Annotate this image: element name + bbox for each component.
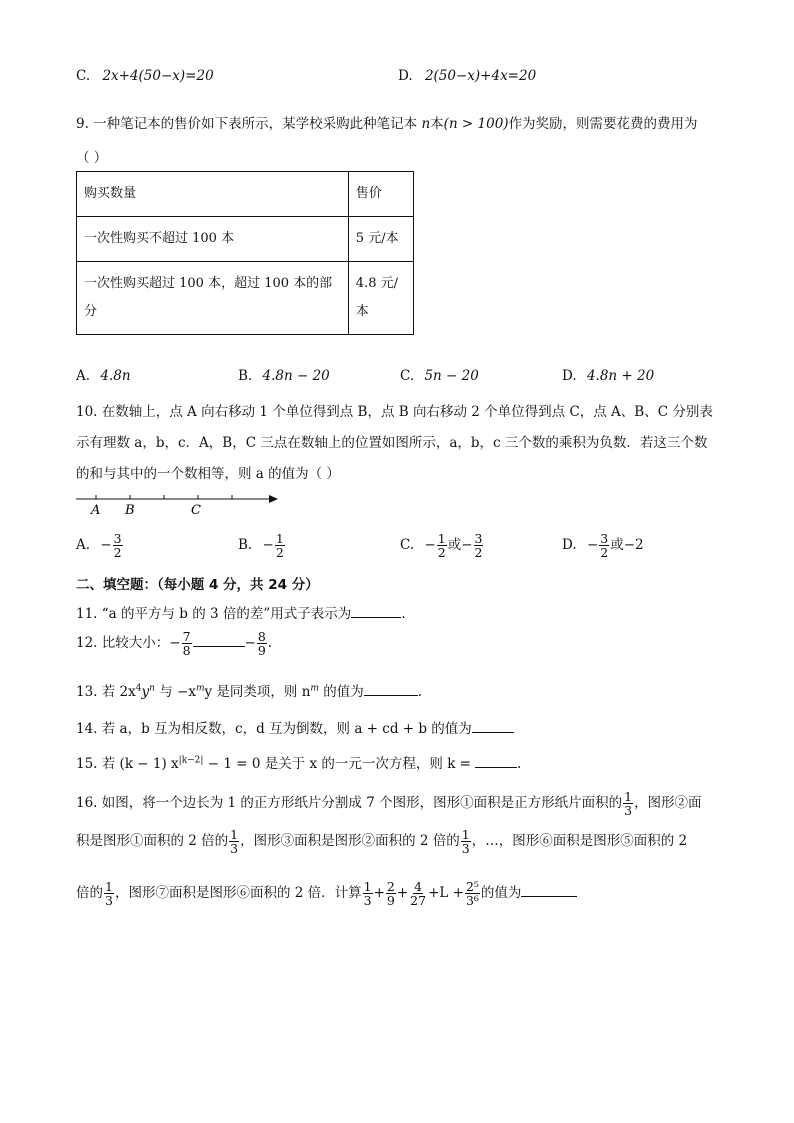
- q13: [76, 680, 422, 700]
- q16-text: 倍的: [76, 885, 103, 902]
- fraction: [363, 880, 373, 907]
- q16-text: 16. 如图，将一个边长为 1 的正方形纸片分割成 7 个图形，图形①面积是正方形纸片面积的: [76, 795, 623, 812]
- q10-option-d: [562, 532, 644, 559]
- or-text: 或−2: [610, 537, 644, 554]
- q9-condition: (n > 100): [443, 116, 509, 132]
- q13-text: 的值为: [318, 684, 364, 700]
- numerator: 2⁵: [465, 879, 479, 894]
- option-label: A.: [76, 368, 91, 384]
- numerator: 1: [363, 879, 372, 894]
- q13-text: y: [141, 684, 150, 700]
- fraction: [474, 532, 484, 559]
- sign: −: [262, 537, 274, 554]
- q16-line-1: [76, 790, 702, 817]
- option-label: C.: [400, 537, 415, 554]
- denominator: 3: [105, 893, 113, 909]
- option-expr: 4.8n: [100, 368, 131, 384]
- table-cell: 4.8 元/本: [348, 262, 413, 335]
- plus-sign: +: [396, 885, 409, 902]
- q9-stem: [76, 112, 698, 132]
- q10-line-1: 10. 在数轴上，点 A 向右移动 1 个单位得到点 B，点 B 向右移动 2 个单位得到点 C，点 A、B、C 分别表: [76, 404, 713, 420]
- sign: −: [100, 537, 112, 554]
- q9-answer-paren: （ ）: [76, 150, 108, 166]
- axis-label-a: A: [91, 503, 101, 518]
- option-expr: 4.8n − 20: [262, 368, 330, 384]
- q9-option-d: [562, 368, 654, 384]
- numerator: 3: [600, 531, 609, 546]
- table-header-row: [77, 172, 414, 217]
- answer-blank[interactable]: [475, 753, 517, 768]
- q9-stem-text: 作为奖励，则需要花费的费用为: [508, 116, 698, 132]
- fraction: [386, 880, 396, 907]
- option-label: C.: [76, 68, 91, 84]
- denominator: 9: [386, 893, 395, 909]
- q16-text: 积是图形①面积的 2 倍的: [76, 833, 229, 850]
- exponent: |k−2|: [178, 755, 204, 766]
- q16-line-3: [76, 880, 577, 907]
- denominator: 9: [257, 643, 266, 659]
- numerator: 1: [624, 789, 633, 804]
- exponent: m: [195, 683, 205, 694]
- fraction: [275, 532, 285, 559]
- fraction: [113, 532, 123, 559]
- answer-blank[interactable]: [351, 603, 401, 618]
- option-expr: 4.8n + 20: [586, 368, 655, 384]
- or-text: 或−: [447, 537, 473, 554]
- q12-text: .: [267, 635, 273, 652]
- exponent: n: [149, 683, 155, 694]
- q14: [76, 717, 514, 737]
- q13-text: .: [417, 684, 423, 700]
- table-header-cell: 售价: [348, 172, 413, 217]
- numerator: 1: [230, 827, 239, 842]
- denominator: 3: [461, 841, 470, 857]
- denominator: 8: [182, 643, 191, 659]
- option-expr: 5n − 20: [424, 368, 479, 384]
- numerator: 4: [414, 879, 423, 894]
- denominator: 3: [624, 803, 633, 819]
- option-expr: 2(50−x)+4x=20: [424, 68, 537, 84]
- sign: −: [244, 635, 256, 652]
- numerator: 3: [474, 531, 483, 546]
- axis-label-c: C: [191, 503, 201, 518]
- q10-line-2: 示有理数 a，b，c．A，B，C 三点在数轴上的位置如图所示，a，b，c 三个数的乘积为负数．若这三个数: [76, 435, 708, 451]
- plus-sign: +: [373, 885, 385, 902]
- q12: [76, 630, 272, 657]
- denominator: 2: [600, 545, 609, 561]
- q13-text: 与 −x: [154, 684, 196, 700]
- q16-text: 的值为: [480, 885, 522, 902]
- table-cell: 一次性购买不超过 100 本: [77, 217, 349, 262]
- fraction: [623, 790, 633, 817]
- numerator: 7: [182, 629, 191, 644]
- option-expr: 2x+4(50−x)=20: [102, 68, 214, 84]
- axis-label-b: B: [125, 503, 135, 518]
- q12-text: 12. 比较大小：−: [76, 635, 181, 652]
- q10-option-c: [400, 532, 484, 559]
- number-line: [72, 490, 282, 520]
- table-cell: 一次性购买超过 100 本，超过 100 本的部分: [77, 262, 349, 335]
- option-label: D.: [562, 368, 577, 384]
- numerator: 1: [461, 827, 470, 842]
- q16-text: ，图形②面: [634, 795, 702, 812]
- q15-text: .: [516, 756, 522, 772]
- q9-var: n: [421, 116, 431, 132]
- numerator: 3: [113, 531, 122, 546]
- q8-option-c: [76, 68, 214, 84]
- denominator: 3: [230, 841, 239, 857]
- sign: −: [424, 537, 436, 554]
- fraction: [409, 880, 427, 907]
- numerator: 2: [386, 879, 395, 894]
- denominator: 2: [437, 545, 446, 561]
- exponent: m: [310, 683, 319, 694]
- denominator: 2: [275, 545, 284, 561]
- q10-option-b: [238, 532, 286, 559]
- answer-blank[interactable]: [521, 882, 577, 897]
- q9-stem-text: 9. 一种笔记本的售价如下表所示，某学校采购此种笔记本: [76, 116, 418, 132]
- q16-text: ，图形③面积是图形②面积的 2 倍的: [240, 833, 460, 850]
- fraction: [104, 880, 114, 907]
- fraction: [437, 532, 447, 559]
- q15-text: 15. 若 (k − 1) x: [76, 756, 179, 772]
- q15-text: − 1 = 0 是关于 x 的一元一次方程，则 k =: [203, 756, 471, 772]
- fraction: [461, 828, 471, 855]
- table-row: [77, 217, 414, 262]
- fraction: [229, 828, 239, 855]
- denominator: 3⁶: [465, 893, 479, 909]
- q11-text: 11. “a 的平方与 b 的 3 倍的差”用式子表示为: [76, 606, 352, 622]
- denominator: 2: [474, 545, 483, 561]
- answer-blank[interactable]: [364, 681, 418, 696]
- q14-text: 14. 若 a，b 互为相反数，c，d 互为倒数，则 a + cd + b 的值为: [76, 721, 472, 737]
- q16-text: ，图形⑦面积是图形⑥面积的 2 倍．计算: [114, 885, 362, 902]
- q16-text: ，…，图形⑥面积是图形⑤面积的 2: [471, 833, 688, 850]
- option-label: A.: [76, 537, 91, 554]
- answer-blank[interactable]: [193, 632, 245, 647]
- numerator: 1: [105, 879, 113, 894]
- table-row: [77, 262, 414, 335]
- q11: [76, 602, 406, 622]
- option-label: B.: [238, 537, 253, 554]
- q10-option-a: [76, 532, 124, 559]
- numerator: 8: [257, 629, 266, 644]
- sign: −: [586, 537, 599, 554]
- ellipsis-term: +L +: [428, 885, 464, 902]
- answer-blank[interactable]: [472, 718, 514, 733]
- option-label: D.: [398, 68, 413, 84]
- option-label: D.: [562, 537, 577, 554]
- q8-option-d: [398, 68, 536, 84]
- q9-option-c: [400, 368, 479, 384]
- price-table: [76, 171, 414, 335]
- fraction: [182, 630, 192, 657]
- q16-line-2: [76, 828, 687, 855]
- denominator: 27: [410, 893, 427, 909]
- arrow-right-icon: [269, 495, 278, 503]
- denominator: 2: [113, 545, 122, 561]
- fraction: [257, 630, 267, 657]
- fraction: [465, 880, 480, 907]
- table-header-cell: 购买数量: [77, 172, 349, 217]
- option-label: C.: [400, 368, 415, 384]
- q9-stem-text: 本: [430, 116, 444, 132]
- q13-text: 13. 若 2x: [76, 684, 136, 700]
- option-label: B.: [238, 368, 253, 384]
- q9-option-a: [76, 368, 131, 384]
- fraction: [599, 532, 609, 559]
- q10-line-3: 的和与其中的一个数相等，则 a 的值为（ ）: [76, 466, 340, 482]
- section-title: 二、填空题：（每小题 4 分，共 24 分）: [76, 577, 319, 593]
- q11-text: .: [401, 606, 406, 622]
- q9-option-b: [238, 368, 330, 384]
- denominator: 3: [363, 893, 372, 909]
- q13-text: y 是同类项，则 n: [204, 684, 311, 700]
- numerator: 1: [275, 531, 284, 546]
- table-cell: 5 元/本: [348, 217, 413, 262]
- q15: [76, 752, 521, 772]
- numerator: 1: [437, 531, 446, 546]
- exponent: 4: [135, 683, 142, 694]
